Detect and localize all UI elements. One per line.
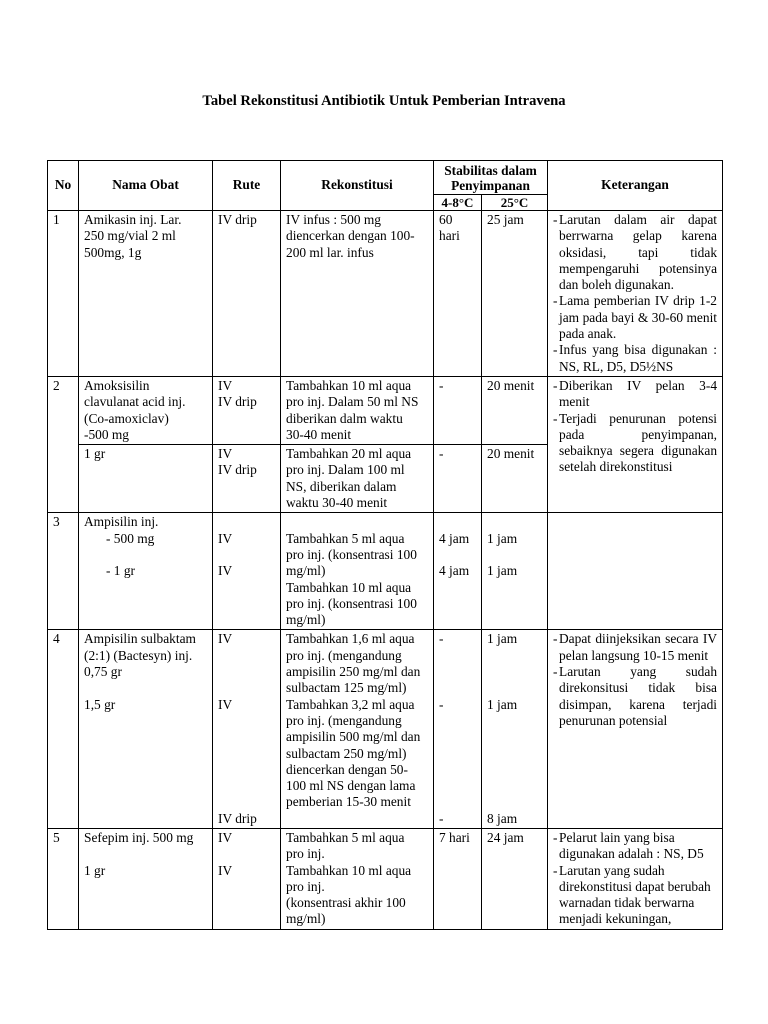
header-suhu-25: 25°C [482, 195, 548, 211]
cell-line: hari [439, 228, 460, 244]
spacer [218, 514, 275, 530]
cell-line: pro inj. Dalam 50 ml NS [286, 394, 419, 410]
cell-line: - [439, 631, 444, 647]
cell-line: 1 gr [84, 862, 106, 878]
cell-line: Tambahkan 10 ml aqua [286, 377, 412, 393]
spacer [439, 778, 476, 794]
cell-line: IV [218, 563, 233, 579]
cell-rute [213, 828, 281, 929]
cell-line: - [439, 810, 444, 826]
cell-line: mg/ml) [286, 911, 326, 927]
spacer [218, 746, 275, 762]
document-title: Tabel Rekonstitusi Antibiotik Untuk Pemberian Intravena [202, 93, 566, 109]
cell-line: diencerkan dengan 50- [286, 761, 408, 777]
cell-line: Tambahkan 5 ml aqua [286, 829, 405, 845]
cell-no: 1 [48, 211, 79, 377]
cell-line: pemberian 15-30 menit [286, 794, 411, 810]
cell-line: - 1 gr [106, 563, 136, 579]
cell-line: 200 ml lar. infus [286, 244, 374, 260]
cell-line: IV [218, 530, 233, 546]
cell-line: pro inj. (konsentrasi 100 [286, 546, 417, 562]
spacer [439, 648, 476, 664]
spacer [487, 794, 542, 810]
cell-line: 1 jam [487, 563, 518, 579]
spacer [84, 680, 207, 696]
cell-no: 5 [48, 828, 79, 929]
note-item: - Lama pemberian IV drip 1-2 jam pada bayi & 30-60 menit pada anak. [553, 293, 717, 342]
cell-stabilitas-4-8 [434, 211, 482, 377]
cell-line: 30-40 menit [286, 426, 352, 442]
cell-line: 8 jam [487, 810, 518, 826]
cell-line: IV [218, 862, 233, 878]
spacer [218, 729, 275, 745]
cell-nama-obat [79, 828, 213, 929]
spacer [487, 729, 542, 745]
table-row [48, 211, 723, 377]
cell-line: (Co-amoxiclav) [84, 410, 169, 426]
cell-line: Tambahkan 1,6 ml aqua [286, 631, 415, 647]
note-item: - Larutan yang sudah direkonstitusi dapat berubah warnadan tidak berwarna menjadi kekuningan, [553, 863, 717, 928]
spacer [218, 762, 275, 778]
cell-line: pro inj. Dalam 100 ml [286, 462, 405, 478]
spacer [218, 648, 275, 664]
cell-line: IV infus : 500 mg [286, 212, 381, 227]
spacer [439, 746, 476, 762]
cell-rekonstitusi [281, 828, 434, 929]
spacer [439, 514, 476, 530]
cell-line: IV [218, 696, 233, 712]
header-stabilitas [434, 161, 548, 195]
note-item: - Diberikan IV pelan 3-4 menit [553, 378, 717, 411]
spacer [487, 547, 542, 563]
cell-line: 500mg, 1g [84, 244, 142, 260]
cell-nama-obat [79, 630, 213, 829]
cell-line: Amoksisilin [84, 377, 150, 393]
cell-line: - [439, 377, 444, 393]
spacer [439, 664, 476, 680]
cell-nama-obat [79, 445, 213, 513]
table-row [48, 630, 723, 829]
spacer [218, 713, 275, 729]
note-item: - Terjadi penurunan potensi pada penyimpanan, sebaiknya segera digunakan setelah direkonstitusi [553, 411, 717, 476]
cell-line: Tambahkan 10 ml aqua [286, 862, 412, 878]
cell-line: IV drip [218, 394, 257, 410]
cell-line: Tambahkan 5 ml aqua [286, 530, 405, 546]
cell-rekonstitusi [281, 376, 434, 444]
cell-line: IV drip [218, 810, 257, 826]
cell-stabilitas-25 [482, 828, 548, 929]
cell-rute [213, 211, 281, 377]
cell-line: - [439, 446, 444, 462]
cell-stabilitas-25 [482, 376, 548, 444]
cell-keterangan [548, 828, 723, 929]
cell-line: (konsentrasi akhir 100 [286, 895, 406, 911]
cell-line: Amikasin inj. Lar. [84, 212, 182, 227]
header-nama-obat: Nama Obat [79, 161, 213, 211]
cell-stabilitas-25 [482, 630, 548, 829]
spacer [218, 778, 275, 794]
cell-stabilitas-25 [482, 445, 548, 513]
spacer [218, 794, 275, 810]
spacer [84, 846, 207, 862]
spacer [487, 746, 542, 762]
header-rekonstitusi: Rekonstitusi [281, 161, 434, 211]
table-row [48, 376, 723, 444]
cell-line: 20 menit [487, 446, 535, 462]
cell-stabilitas-4-8 [434, 445, 482, 513]
note-item: - Infus yang bisa digunakan : NS, RL, D5, D5½NS [553, 342, 717, 375]
spacer [487, 664, 542, 680]
cell-line: IV drip [218, 462, 257, 478]
cell-line: IV drip [218, 212, 257, 227]
reconstitution-table [47, 160, 723, 930]
cell-nama-obat [79, 376, 213, 444]
cell-line: 1 jam [487, 696, 518, 712]
cell-line: diberikan dalm waktu [286, 410, 403, 426]
cell-line: 1,5 gr [84, 696, 116, 712]
spacer [487, 514, 542, 530]
table-row [48, 828, 723, 929]
cell-line: 20 menit [487, 377, 535, 393]
cell-nama-obat [79, 211, 213, 377]
header-stabilitas-line2: Penyimpanan [451, 177, 530, 193]
cell-line: clavulanat acid inj. [84, 394, 186, 410]
spacer [487, 762, 542, 778]
cell-line: 1 gr [84, 446, 106, 462]
cell-keterangan [548, 630, 723, 829]
cell-line: Sefepim inj. 500 mg [84, 829, 194, 845]
cell-line: Ampisilin inj. [84, 514, 159, 530]
cell-line: pro inj. (konsentrasi 100 [286, 595, 417, 611]
cell-stabilitas-4-8 [434, 513, 482, 630]
spacer [439, 680, 476, 696]
cell-line: IV [218, 631, 233, 647]
cell-line: NS, diberikan dalam [286, 478, 397, 494]
header-no: No [48, 161, 79, 211]
cell-keterangan [548, 376, 723, 512]
cell-line: 100 ml NS dengan lama [286, 778, 416, 794]
cell-rute [213, 630, 281, 829]
cell-rute [213, 376, 281, 444]
cell-line: Tambahkan 3,2 ml aqua [286, 696, 415, 712]
cell-rekonstitusi [281, 211, 434, 377]
spacer [218, 846, 275, 862]
cell-no: 3 [48, 513, 79, 630]
cell-keterangan [548, 211, 723, 377]
cell-line: sulbactam 250 mg/ml) [286, 745, 407, 761]
table-body [48, 211, 723, 930]
cell-line: (2:1) (Bactesyn) inj. [84, 647, 193, 663]
note-item: - Larutan dalam air dapat berrwarna gelap karena oksidasi, tapi tidak mempengaruhi potensinya dan boleh digunakan. [553, 212, 717, 293]
header-rute: Rute [213, 161, 281, 211]
spacer [218, 547, 275, 563]
cell-line: mg/ml) [286, 563, 326, 579]
cell-rute [213, 513, 281, 630]
cell-rekonstitusi [281, 513, 434, 630]
header-keterangan: Keterangan [548, 161, 723, 211]
spacer [439, 547, 476, 563]
table-row [48, 513, 723, 630]
cell-stabilitas-4-8 [434, 828, 482, 929]
cell-line: 4 jam [439, 530, 470, 546]
spacer [286, 514, 428, 530]
spacer [487, 680, 542, 696]
cell-rekonstitusi [281, 445, 434, 513]
cell-keterangan [548, 513, 723, 630]
spacer [218, 680, 275, 696]
cell-line: pro inj. [286, 846, 325, 862]
cell-line: pro inj. [286, 878, 325, 894]
spacer [439, 729, 476, 745]
cell-line: 1 jam [487, 631, 518, 647]
cell-rute [213, 445, 281, 513]
cell-line: ampisilin 500 mg/ml dan [286, 729, 421, 745]
cell-line: 0,75 gr [84, 664, 122, 680]
cell-line: waktu 30-40 menit [286, 495, 388, 511]
cell-no: 2 [48, 376, 79, 512]
cell-line: - [439, 696, 444, 712]
cell-line: pro inj. (mengandung [286, 647, 402, 663]
cell-line: diencerkan dengan 100- [286, 228, 415, 244]
cell-line: mg/ml) [286, 612, 326, 628]
cell-line: Tambahkan 10 ml aqua [286, 579, 412, 595]
spacer [439, 713, 476, 729]
cell-line: 1 jam [487, 530, 518, 546]
spacer [487, 778, 542, 794]
spacer [439, 794, 476, 810]
header-suhu-4-8: 4-8°C [434, 195, 482, 211]
cell-line: pro inj. (mengandung [286, 712, 402, 728]
cell-no: 4 [48, 630, 79, 829]
header-row [48, 161, 723, 195]
cell-stabilitas-25 [482, 211, 548, 377]
cell-line: 4 jam [439, 563, 470, 579]
note-item: - Dapat diinjeksikan secara IV pelan langsung 10-15 menit [553, 631, 717, 664]
spacer [439, 762, 476, 778]
cell-stabilitas-4-8 [434, 376, 482, 444]
cell-line: IV [218, 377, 233, 393]
cell-line: 25 jam [487, 212, 524, 227]
cell-line: sulbactam 125 mg/ml) [286, 680, 407, 696]
cell-line: IV [218, 446, 233, 462]
cell-line: ampisilin 250 mg/ml dan [286, 664, 421, 680]
cell-line: 250 mg/vial 2 ml [84, 228, 176, 244]
spacer [218, 664, 275, 680]
note-item: - Pelarut lain yang bisa digunakan adalah : NS, D5 [553, 830, 717, 863]
spacer [84, 547, 207, 563]
cell-line: 60 [439, 212, 453, 227]
cell-line: - 500 mg [106, 530, 155, 546]
note-item: - Larutan yang sudah direkonsitusi tidak bisa disimpan, karena terjadi penurunan potensial [553, 664, 717, 729]
cell-line: 7 hari [439, 829, 470, 845]
cell-stabilitas-4-8 [434, 630, 482, 829]
spacer [487, 713, 542, 729]
cell-line: -500 mg [84, 426, 130, 442]
cell-rekonstitusi [281, 630, 434, 829]
cell-line: 24 jam [487, 829, 524, 845]
spacer [487, 648, 542, 664]
header-stabilitas-line1: Stabilitas dalam [444, 162, 537, 178]
cell-nama-obat [79, 513, 213, 630]
cell-stabilitas-25 [482, 513, 548, 630]
cell-line: IV [218, 829, 233, 845]
cell-line: Tambahkan 20 ml aqua [286, 446, 412, 462]
cell-line: Ampisilin sulbaktam [84, 631, 196, 647]
